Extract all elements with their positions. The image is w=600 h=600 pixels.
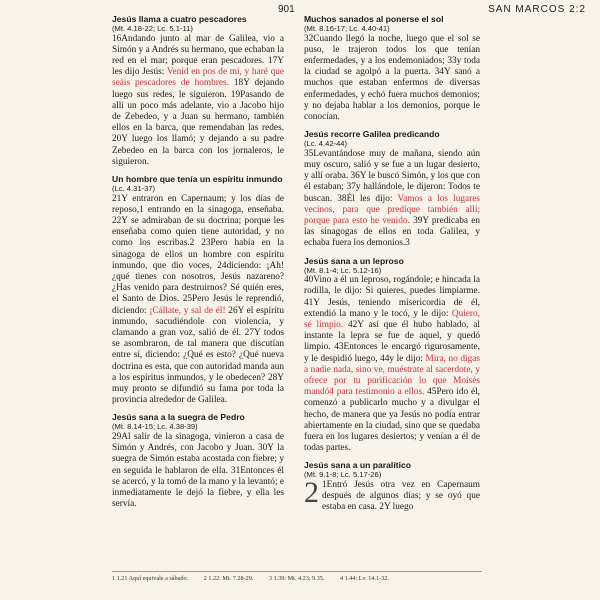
words-of-jesus: Mira, no digas a nadie nada, sino ve, muéstrate al sacerdote, y ofrece por tu purificación lo que Moisés mandó4 para testimonio a ellos. — [304, 353, 481, 398]
section-heading: Un hombre que tenía un espíritu inmundo — [112, 174, 283, 185]
cross-references: (Mt. 9.1-8; Lc. 5.17-26) — [304, 470, 382, 480]
verse-paragraph — [304, 476, 480, 514]
verse-paragraph — [112, 432, 284, 510]
cross-references: (Lc. 4.31-37) — [112, 184, 156, 194]
words-of-jesus: Vamos a los lugares vecinos, para que predique también allí; porque para esto he venido. — [304, 193, 480, 227]
verse-paragraph — [112, 194, 284, 407]
verse-paragraph — [304, 149, 480, 250]
verse-text: 1Entró Jesús otra vez en Capernaum después de algunos días; y se oyó que estaba en casa. 2Y luego — [322, 480, 480, 513]
verse-text: 32Cuando llegó la noche, luego que el sol se puso, le trajeron todos los que tenían enfermedades, y a los endemoniados; 33y toda la ciudad se agolpó a la puerta. 34Y sanó a muchos que estaban enfermos de diversas enfermedades, y echó fuera muchos demonios; y no dejaba hablar a los demonios, porque le conocían. — [304, 33, 480, 123]
footnotes — [112, 571, 482, 582]
verse-text: 26Y el espíritu inmundo, sacudiéndole con violencia, y clamando a gran voz, salió de él. 27Y todos se asombraron, de tal manera que discutían entre sí, diciendo: ¿Qué es esto? ¿Qué nueva doctrina es esta, que con autoridad manda aun a los espíritus inmundos, y le obedecen? 28Y muy pronto se difundió su fama por toda la provincia alrededor de Galilea. — [112, 305, 285, 406]
chapter-number-dropcap: 2 — [304, 476, 319, 510]
verse-text: 42Y así que él hubo hablado, al instante la lepra se fue de aquel, y quedó limpio. 43Entonces le encargó rigurosamente, y le despidió luego, 44y le dijo: — [304, 320, 480, 364]
footnote: 1 1.21 Aquí equivale a sábado. — [112, 575, 189, 582]
cross-references: (Mt. 8.14-15; Lc. 4.38-39) — [112, 422, 198, 432]
verse-text: 18Y dejando luego sus redes, le siguieron. 19Pasando de allí un poco más adelante, vio a Jacobo hijo de Zebedeo, y a Juan su hermano, también ellos en la barca, que remendaban las redes. 20Y luego los llamó; y dejando a su padre Zebedeo en la barca con los jornaleros, le siguieron. — [112, 78, 284, 167]
verse-paragraph — [304, 34, 480, 124]
section-heading: Jesús llama a cuatro pescadores — [112, 14, 247, 24]
verse-text: 45Pero ido él, comenzó a publicarlo mucho y a divulgar el hecho, de manera que ya Jesús no podía entrar abiertamente en la ciudad, sino que se quedaba fuera en los lugares desiertos; y venían a él de todas partes. — [304, 387, 480, 454]
verse-text: 29Al salir de la sinagoga, vinieron a casa de Simón y Andrés, con Jacobo y Juan. 30Y la suegra de Simón estaba acostada con fiebre; y en seguida le hablaron de ella. 31Entonces él se acercó, y la tomó de la mano y la levantó; e inmediatamente le dejó la fiebre, y ella les servía. — [112, 432, 284, 510]
section-heading: Jesús sana a un paralítico — [304, 460, 411, 471]
cross-references: (Mt. 4.18-22; Lc. 5.1-11) — [112, 24, 193, 33]
verse-text: 35Levantándose muy de mañana, siendo aún muy oscuro, salió y se fue a un lugar desierto, y allí oraba. 36Y le buscó Simón, y los que con él estaban; 37y hallándole, le dijeron: Todos te buscan. 38Él les dijo: — [304, 148, 480, 204]
section-heading: Jesús recorre Galilea predicando — [304, 129, 440, 140]
footnote: 2 1.22: Mt. 7.28-29. — [203, 575, 254, 582]
cross-references: (Lc. 4.42-44) — [304, 139, 348, 149]
section-heading: Jesús sana a un leproso — [304, 255, 404, 266]
verse-paragraph — [304, 275, 480, 454]
left-column — [112, 12, 284, 511]
verse-text: 39Y predicaba en las sinagogas de ellos en toda Galilea, y echaba fuera los demonios.3 — [304, 216, 480, 249]
footnote: 4 1.44: Lv. 14.1-32. — [339, 575, 389, 582]
book-chapter-label: SAN MARCOS 2:2 — [488, 4, 586, 15]
words-of-jesus: Venid en pos de mí, y haré que seáis pescadores de hombres. — [112, 67, 284, 89]
section-heading: Jesús sana a la suegra de Pedro — [112, 412, 245, 423]
verse-text: 21Y entraron en Capernaum; y los días de reposo,1 entrando en la sinagoga, enseñaba. 22Y se admiraban de su doctrina; porque les enseñaba como quien tiene autoridad, y no como los escribas.2 23Pero había en la sinagoga de ellos un hombre con espíritu inmundo, que dio voces, 24diciendo: ¡Ah! ¿qué tienes con nosotros, Jesús nazareno? ¿Has venido para destruirnos? Sé quién eres, el Santo de Dios. 25Pero Jesús le reprendió, diciendo: — [112, 193, 284, 316]
cross-references: (Mt. 8.16-17; Lc. 4.40-41) — [304, 24, 390, 33]
words-of-jesus: ¡Cállate, y sal de él! — [149, 305, 226, 316]
footnote: 3 1.39: Mt. 4.23; 9.35. — [268, 575, 325, 582]
verse-text: 40Vino a él un leproso, rogándole; e hincada la rodilla, le dijo: Si quieres, puedes limpiarme. 41Y Jesús, teniendo misericordia de él, extendió la mano y le tocó, y le dijo: — [304, 275, 480, 319]
words-of-jesus: Quiero, sé limpio. — [304, 308, 480, 331]
page-number: 901 — [278, 4, 295, 15]
right-column — [304, 12, 480, 514]
verse-paragraph — [112, 34, 284, 168]
cross-references: (Mt. 8.1-4; Lc. 5.12-16) — [304, 265, 382, 275]
section-heading: Muchos sanados al ponerse el sol — [304, 14, 444, 24]
running-header — [0, 2, 600, 16]
verse-text: 16Andando junto al mar de Galilea, vio a Simón y a Andrés su hermano, que echaban la red en el mar; porque eran pescadores. 17Y les dijo Jesús: — [112, 33, 284, 78]
